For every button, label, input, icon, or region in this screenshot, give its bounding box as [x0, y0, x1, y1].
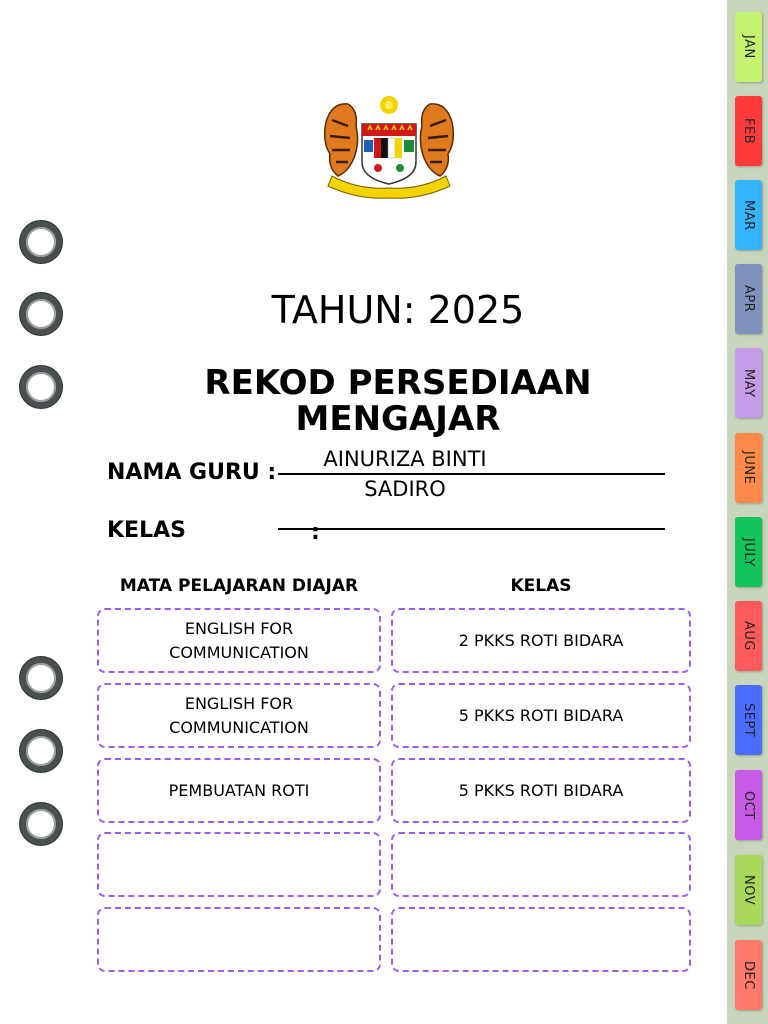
- kelas-underline[interactable]: [278, 528, 665, 530]
- kelas-colon: :: [311, 520, 320, 545]
- tab-label: JUNE: [741, 451, 756, 485]
- tab-sept[interactable]: [735, 685, 762, 755]
- class-text: 2 PKKS ROTI BIDARA: [458, 630, 624, 650]
- class-column-header: KELAS: [510, 576, 572, 596]
- subject-text: ENGLISH FOR COMMUNICATION: [169, 693, 309, 737]
- subject-cell[interactable]: [97, 832, 381, 897]
- tab-label: JULY: [741, 537, 756, 567]
- subject-text: PEMBUATAN ROTI: [168, 780, 310, 800]
- nama-guru-label: NAMA GURU :: [107, 460, 277, 485]
- tab-dec[interactable]: [735, 940, 762, 1010]
- subject-cell[interactable]: [97, 907, 381, 972]
- subject-cell[interactable]: [97, 683, 381, 748]
- class-cell[interactable]: [391, 907, 691, 972]
- tab-label: AUG: [741, 621, 756, 651]
- tab-apr[interactable]: [735, 264, 762, 334]
- class-text: 5 PKKS ROTI BIDARA: [458, 705, 624, 725]
- class-text: 5 PKKS ROTI BIDARA: [458, 780, 624, 800]
- nama-guru-value-line-1: AINURIZA BINTI: [323, 447, 487, 471]
- kelas-label: KELAS: [107, 518, 186, 543]
- tab-jan[interactable]: [735, 12, 762, 82]
- tab-label: APR: [741, 285, 756, 313]
- tab-label: SEPT: [741, 702, 756, 738]
- tab-june[interactable]: [735, 433, 762, 503]
- binder-ring: [20, 657, 62, 699]
- tab-label: JAN: [741, 35, 756, 59]
- class-cell[interactable]: [391, 608, 691, 673]
- title-line-1: REKOD PERSEDIAAN: [204, 363, 592, 403]
- year-heading: TAHUN: 2025: [271, 288, 525, 332]
- class-cell[interactable]: [391, 758, 691, 823]
- tab-label: FEB: [741, 117, 756, 145]
- tab-may[interactable]: [735, 348, 762, 418]
- tab-aug[interactable]: [735, 601, 762, 671]
- subject-column-header: MATA PELAJARAN DIAJAR: [119, 576, 359, 596]
- subject-cell[interactable]: [97, 608, 381, 673]
- tab-mar[interactable]: [735, 180, 762, 250]
- malaysia-coat-of-arms-icon: [318, 92, 460, 200]
- tab-label: MAR: [741, 199, 756, 231]
- subject-cell[interactable]: [97, 758, 381, 823]
- month-tab-strip: [727, 0, 768, 1024]
- subject-text: ENGLISH FOR COMMUNICATION: [169, 618, 309, 662]
- tab-label: MAY: [741, 368, 756, 398]
- tab-july[interactable]: [735, 517, 762, 587]
- tab-oct[interactable]: [735, 770, 762, 840]
- tab-label: NOV: [741, 874, 756, 906]
- tab-label: OCT: [741, 790, 756, 820]
- tab-label: DEC: [741, 960, 756, 990]
- binder-ring: [20, 221, 62, 263]
- nama-guru-value[interactable]: [300, 444, 510, 504]
- page-title: [0, 365, 768, 437]
- class-cell[interactable]: [391, 832, 691, 897]
- class-cell[interactable]: [391, 683, 691, 748]
- nama-guru-value-line-2: SADIRO: [364, 477, 446, 501]
- tab-feb[interactable]: [735, 96, 762, 166]
- binder-ring: [20, 730, 62, 772]
- binder-ring: [20, 803, 62, 845]
- tab-nov[interactable]: [735, 855, 762, 925]
- title-line-2: MENGAJAR: [295, 399, 501, 439]
